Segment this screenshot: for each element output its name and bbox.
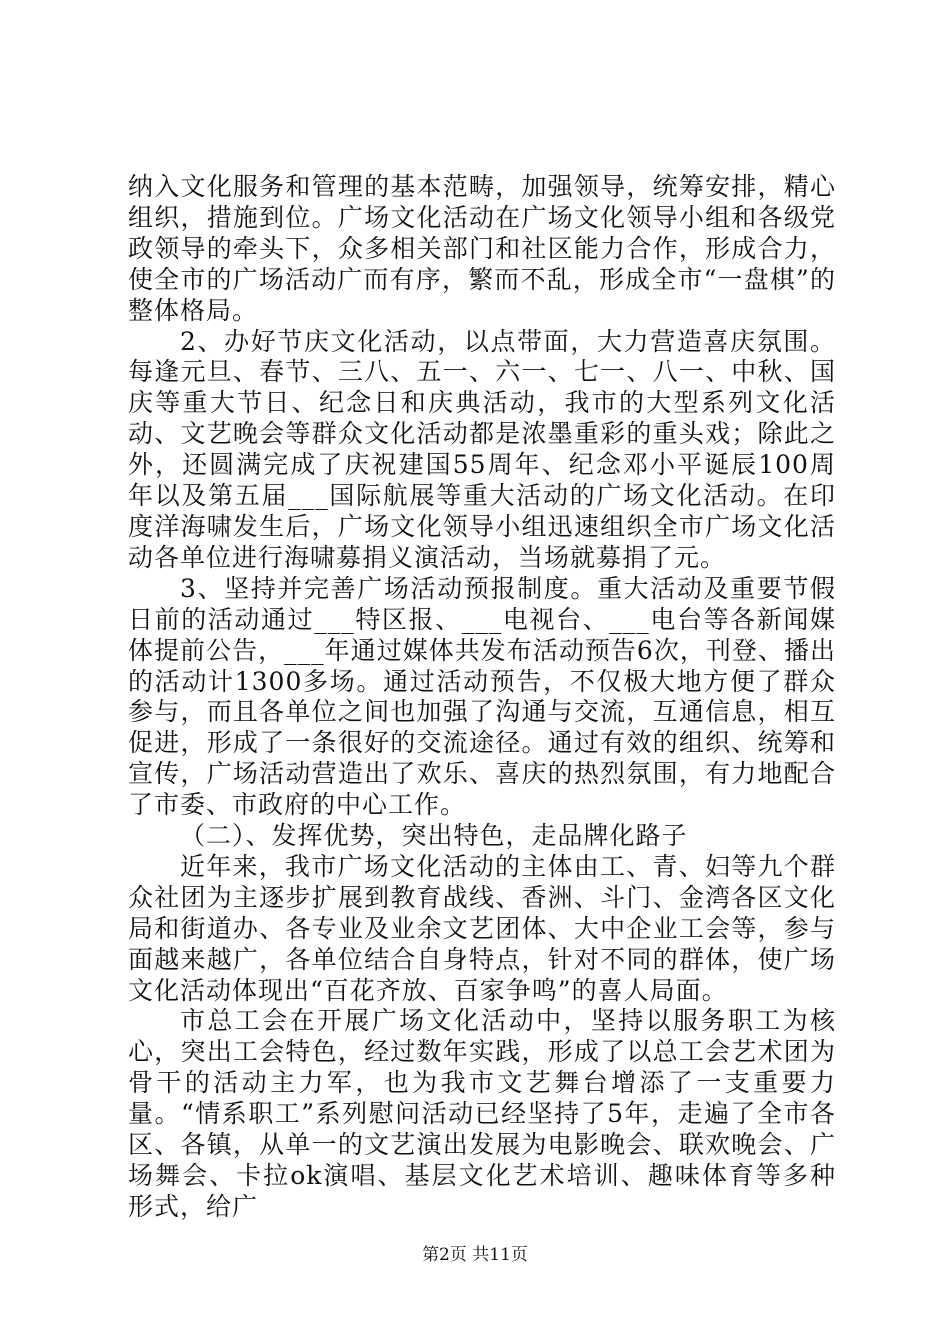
paragraph-activity-forecast: 3、坚持并完善广场活动预报制度。重大活动及重要节假日前的活动通过___特区报、___电视台、___电台等各新闻媒体提前公告，___年通过媒体共发布活动预告6次，刊登、播出的活动计1300多场。通过活动预告，不仅极大地方便了群众参与，而且各单位之间也加强了沟通与交流，互通信息，相互促进，形成了一条很好的交流途径。通过有效的组织、统筹和宣传，广场活动营造出了欢乐、喜庆的热烈氛围，有力地配合了市委、市政府的中心工作。 <box>128 573 836 820</box>
page-number-footer: 第2页 共11页 <box>422 1245 528 1265</box>
paragraph-festival-activities: 2、办好节庆文化活动，以点带面，大力营造喜庆氛围。每逢元旦、春节、三八、五一、六一、七一、八一、中秋、国庆等重大节日、纪念日和庆典活动，我市的大型系列文化活动、文艺晚会等群众文化活动都是浓墨重彩的重头戏；除此之外，还圆满完成了庆祝建国55周年、纪念邓小平诞辰100周年以及第五届___国际航展等重大活动的广场文化活动。在印度洋海啸发生后，广场文化领导小组迅速组织全市广场文化活动各单位进行海啸募捐义演活动，当场就募捐了元。 <box>128 326 836 572</box>
document-body <box>128 172 836 1223</box>
paragraph-trade-union: 市总工会在开展广场文化活动中，坚持以服务职工为核心，突出工会特色，经过数年实践，形成了以总工会艺术团为骨干的活动主力军，也为我市文艺舞台增添了一支重要力量。“情系职工”系列慰问活动已经坚持了5年，走遍了全市各区、各镇，从单一的文艺演出发展为电影晚会、联欢晚会、广场舞会、卡拉ok演唱、基层文化艺术培训、趣味体育等多种形式，给广 <box>128 1006 836 1221</box>
paragraph-recent-years: 近年来，我市广场文化活动的主体由工、青、妇等九个群众社团为主逐步扩展到教育战线、香洲、斗门、金湾各区文化局和街道办、各专业及业余文艺团体、大中企业工会等，参与面越来越广，各单位结合自身特点，针对不同的群体，使广场文化活动体现出“百花齐放、百家争鸣”的喜人局面。 <box>128 851 836 1005</box>
paragraph-continuation: 纳入文化服务和管理的基本范畴，加强领导，统筹安排，精心组织，措施到位。广场文化活动在广场文化领导小组和各级党政领导的牵头下，众多相关部门和社区能力合作，形成合力，使全市的广场活动广而有序，繁而不乱，形成全市“一盘棋”的整体格局。 <box>128 172 836 325</box>
section-heading: （二）、发挥优势，突出特色，走品牌化路子 <box>180 821 688 851</box>
